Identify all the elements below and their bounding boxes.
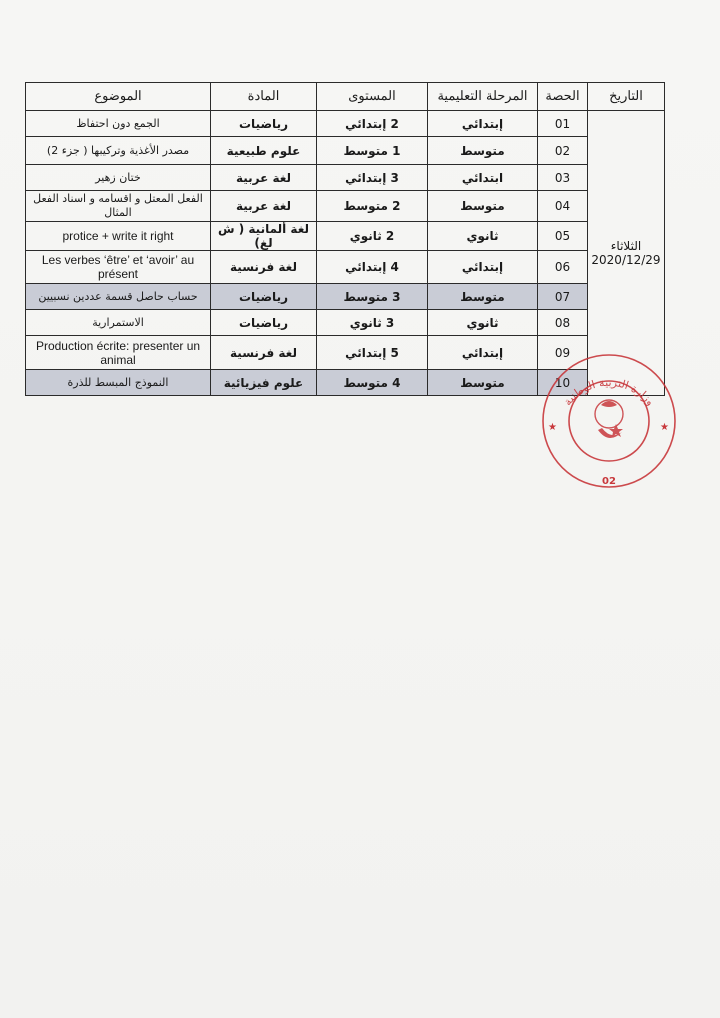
session-cell: 05 xyxy=(538,222,588,251)
subject-cell: لغة عربية xyxy=(211,165,317,191)
day-name: الثلاثاء xyxy=(610,239,642,253)
header-level: المستوى xyxy=(317,83,428,111)
subject-cell: لغة ألمانية ( ش لغ) xyxy=(211,222,317,251)
level-cell: 2 إبتدائي xyxy=(317,111,428,137)
level-cell: 2 متوسط xyxy=(317,191,428,222)
stage-cell: ثانوي xyxy=(428,310,538,336)
level-cell: 1 متوسط xyxy=(317,137,428,165)
level-cell: 4 إبتدائي xyxy=(317,251,428,284)
header-date: التاريخ xyxy=(588,83,665,111)
stage-cell: متوسط xyxy=(428,191,538,222)
stage-cell: إبتدائي xyxy=(428,111,538,137)
subject-cell: علوم فيزيائية xyxy=(211,370,317,396)
topic-cell: مصدر الأغذية وتركيبها ( جزء 2) xyxy=(26,137,211,165)
table-row xyxy=(26,111,665,137)
stage-cell: متوسط xyxy=(428,370,538,396)
session-cell: 08 xyxy=(538,310,588,336)
stamp-number: 02 xyxy=(602,476,616,487)
level-cell: 5 إبتدائي xyxy=(317,336,428,370)
session-cell: 06 xyxy=(538,251,588,284)
table-row xyxy=(26,251,665,284)
topic-cell: النموذج المبسط للذرة xyxy=(26,370,211,396)
table-row xyxy=(26,222,665,251)
subject-cell: لغة عربية xyxy=(211,191,317,222)
header-topic: الموضوع xyxy=(26,83,211,111)
header-session: الحصة xyxy=(538,83,588,111)
header-row xyxy=(26,83,665,111)
subject-cell: علوم طبيعية xyxy=(211,137,317,165)
table-row xyxy=(26,191,665,222)
topic-cell: protice + write it right xyxy=(26,222,211,251)
topic-cell: الاستمرارية xyxy=(26,310,211,336)
stage-cell: متوسط xyxy=(428,137,538,165)
star-icon: ★ xyxy=(660,422,669,433)
table-row xyxy=(26,137,665,165)
schedule-table xyxy=(25,82,665,396)
subject-cell: رياضيات xyxy=(211,111,317,137)
topic-cell: Les verbes ‘être’ et ‘avoir’ au présent xyxy=(26,251,211,284)
star-icon: ★ xyxy=(548,422,557,433)
subject-cell: لغة فرنسية xyxy=(211,336,317,370)
stamp-text: وزارة التربية الوطنية xyxy=(561,375,657,409)
topic-cell: الفعل المعتل و اقسامه و اسناد الفعل المثال xyxy=(26,191,211,222)
session-cell: 04 xyxy=(538,191,588,222)
session-cell: 10 xyxy=(538,370,588,396)
level-cell: 4 متوسط xyxy=(317,370,428,396)
official-stamp xyxy=(538,350,680,492)
header-stage: المرحلة التعليمية xyxy=(428,83,538,111)
stage-cell: ثانوي xyxy=(428,222,538,251)
session-cell: 09 xyxy=(538,336,588,370)
topic-cell: الجمع دون احتفاظ xyxy=(26,111,211,137)
stage-cell: متوسط xyxy=(428,284,538,310)
subject-cell: رياضيات xyxy=(211,310,317,336)
stamp-outer-ring xyxy=(543,355,675,487)
subject-cell: لغة فرنسية xyxy=(211,251,317,284)
session-cell: 02 xyxy=(538,137,588,165)
level-cell: 3 إبتدائي xyxy=(317,165,428,191)
topic-cell: ختان زهير xyxy=(26,165,211,191)
session-cell: 01 xyxy=(538,111,588,137)
subject-cell: رياضيات xyxy=(211,284,317,310)
stage-cell: إبتدائي xyxy=(428,251,538,284)
level-cell: 3 ثانوي xyxy=(317,310,428,336)
session-cell: 07 xyxy=(538,284,588,310)
table-row xyxy=(26,310,665,336)
stage-cell: إبتدائي xyxy=(428,336,538,370)
topic-cell: حساب حاصل قسمة عددين نسبيين xyxy=(26,284,211,310)
table-row xyxy=(26,284,665,310)
session-cell: 03 xyxy=(538,165,588,191)
topic-cell: Production écrite: presenter un animal xyxy=(26,336,211,370)
level-cell: 2 ثانوي xyxy=(317,222,428,251)
day-date: 2020/12/29 xyxy=(591,253,661,267)
stamp-emblem xyxy=(595,400,623,438)
table-row xyxy=(26,165,665,191)
header-subject: المادة xyxy=(211,83,317,111)
level-cell: 3 متوسط xyxy=(317,284,428,310)
stage-cell: ابتدائي xyxy=(428,165,538,191)
